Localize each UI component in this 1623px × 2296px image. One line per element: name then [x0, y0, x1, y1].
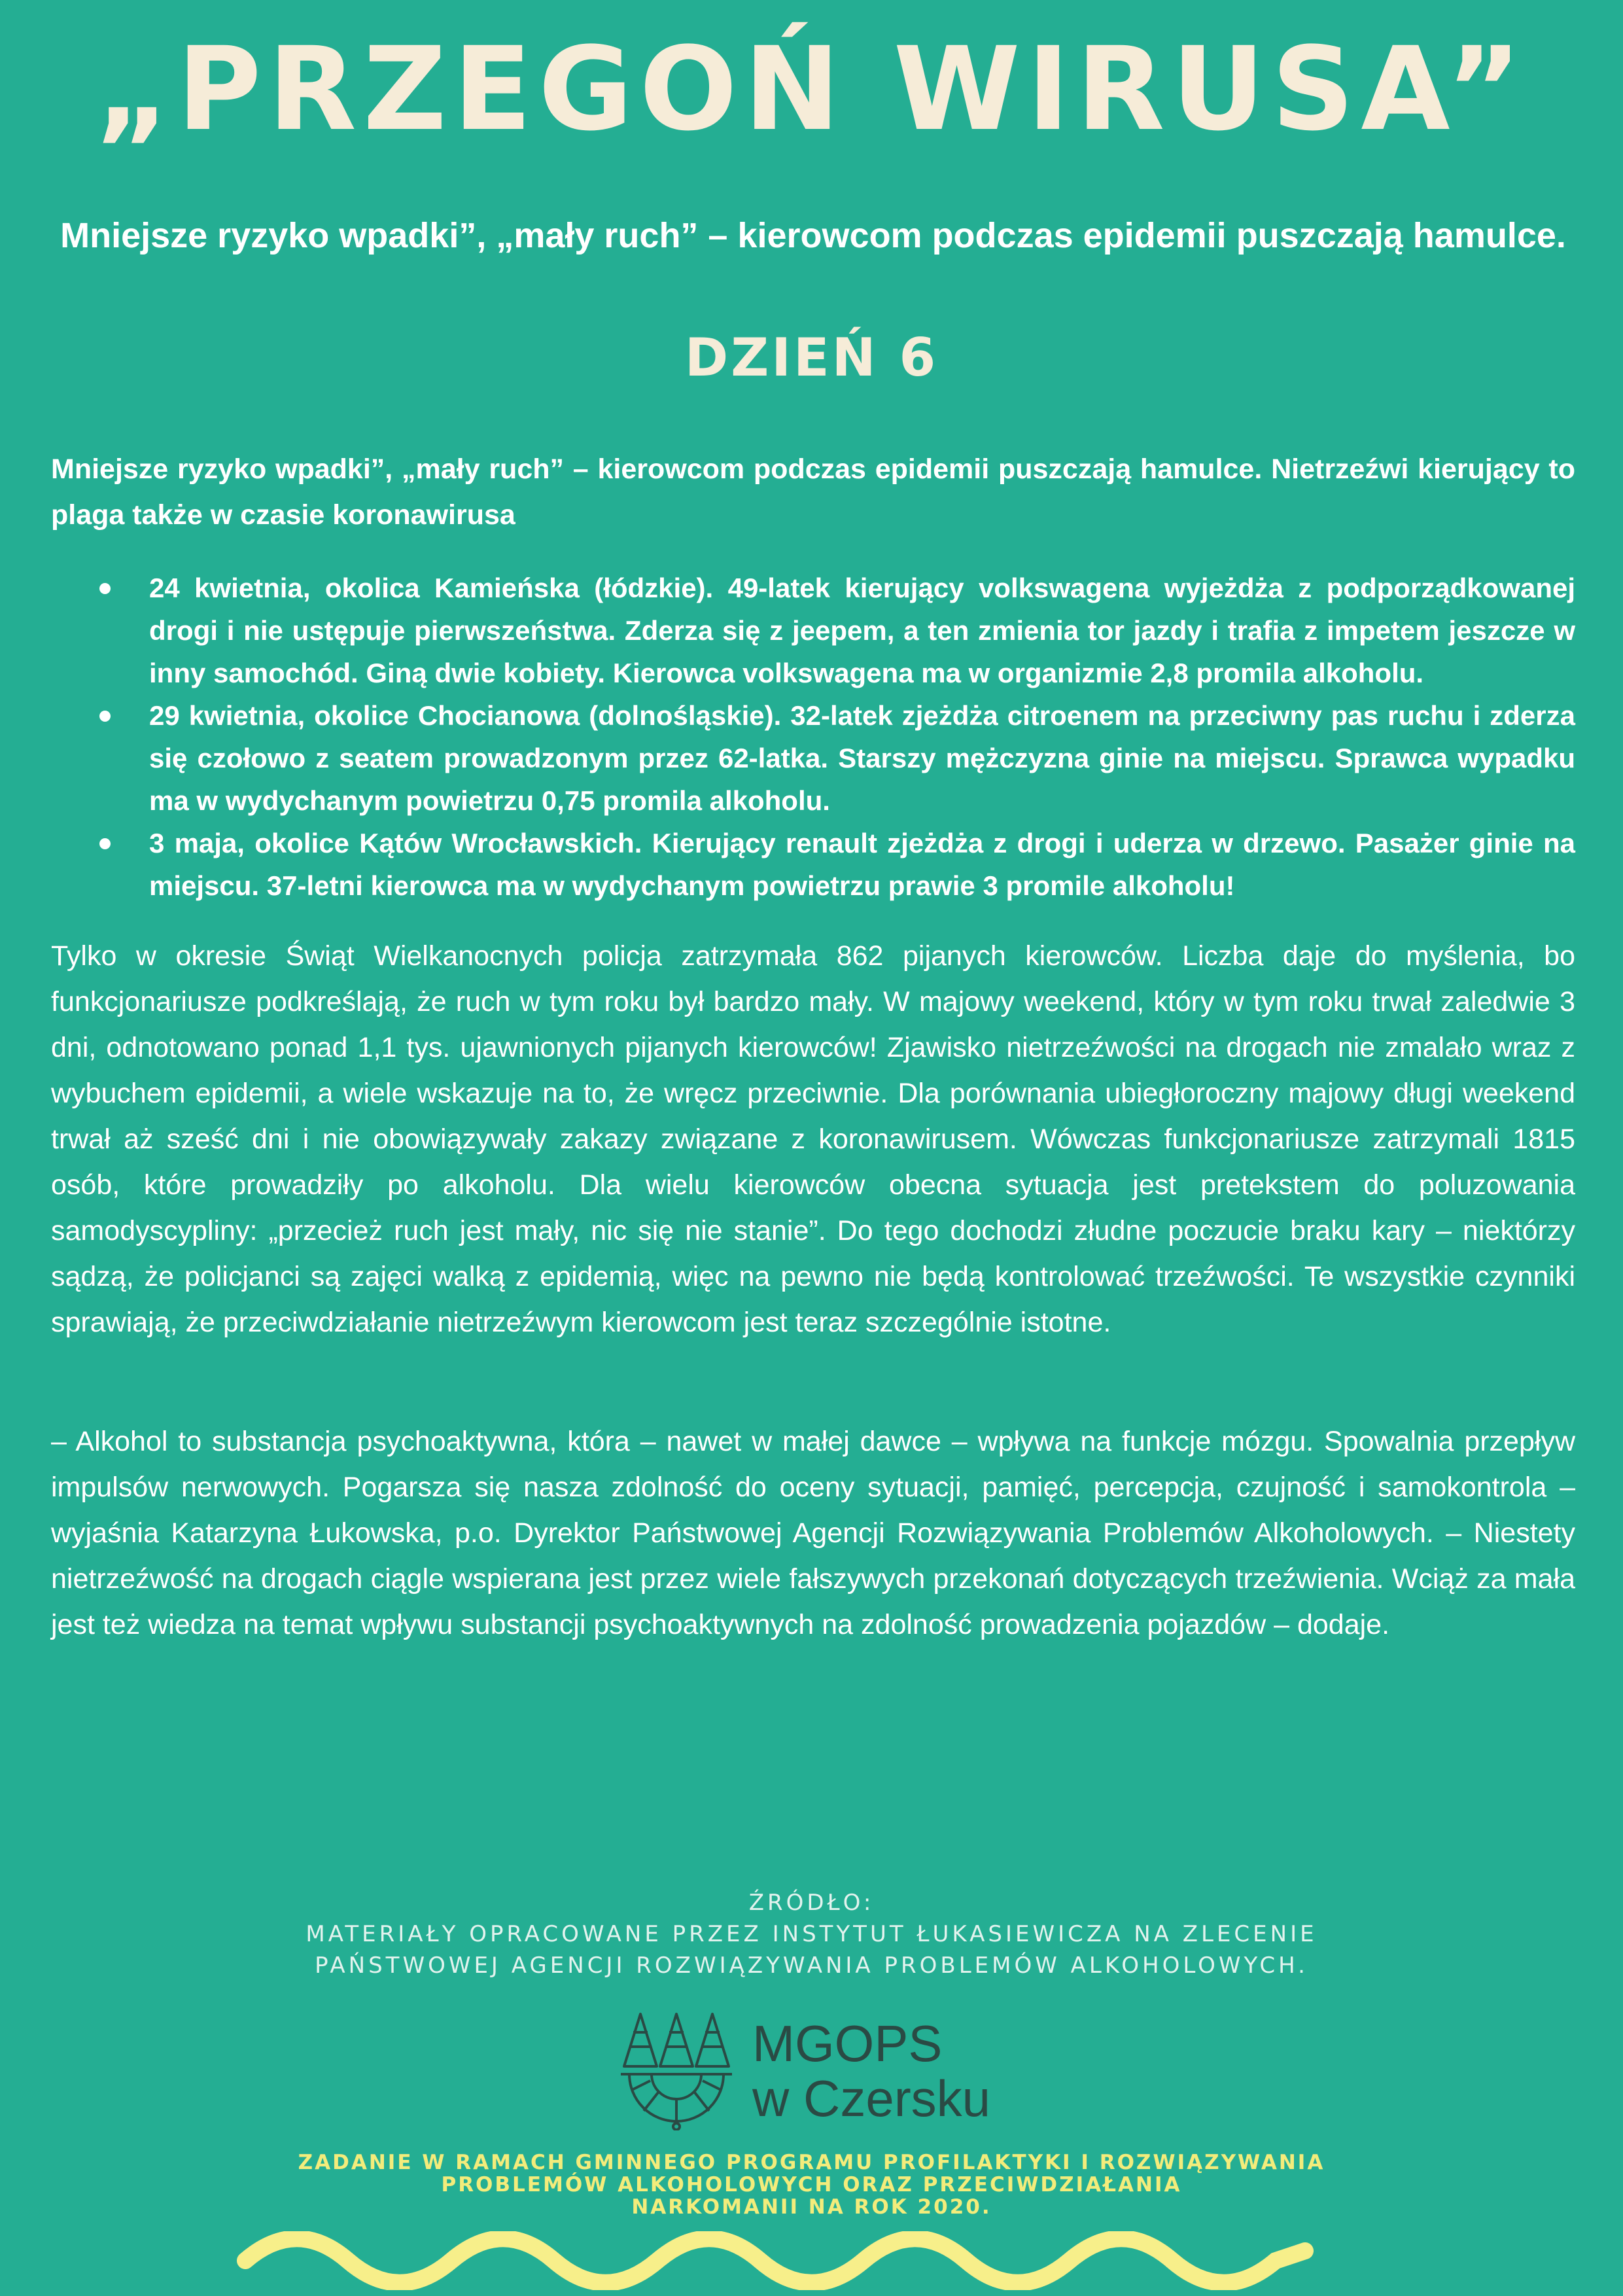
list-item	[51, 822, 1575, 907]
source-line-1: MATERIAŁY OPRACOWANE PRZEZ INSTYTUT ŁUKASIEWICZA NA ZLECENIE	[305, 1921, 1318, 1947]
bullet-icon	[99, 583, 111, 594]
bullet-icon	[99, 711, 111, 722]
list-item-text: 29 kwietnia, okolice Chocianowa (dolnośląskie). 32-latek zjeżdża citroenem na przeciwny pas ruchu i zderza się czołowo z seatem prowadzonym przez 62-latka. Starszy mężczyzna ginie na miejscu. Sprawca wypadku ma w wydychanym powietrzu 0,75 promila alkoholu.	[149, 700, 1575, 816]
source-line-2: PAŃSTWOWEJ AGENCJI ROZWIĄZYWANIA PROBLEMÓW ALKOHOLOWYCH.	[315, 1952, 1308, 1979]
lead-paragraph: Mniejsze ryzyko wpadki”, „mały ruch” – kierowcom podczas epidemii puszczają hamulce. Nietrzeźwi kierujący to plaga także w czasie koronawirusa	[51, 453, 1575, 531]
logo-location: w Czersku	[752, 2070, 991, 2127]
task-line-1: ZADANIE W RAMACH GMINNEGO PROGRAMU PROFILAKTYKI I ROZWIĄZYWANIA	[298, 2151, 1325, 2174]
body-paragraph-statistics: Tylko w okresie Świąt Wielkanocnych policja zatrzymała 862 pijanych kierowców. Liczba daje do myślenia, bo funkcjonariusze podkreślają, że ruch w tym roku był bardzo mały. W majowy weekend, który w tym roku trwał zaledwie 3 dni, odnotowano ponad 1,1 tys. ujawnionych pijanych kierowców! Zjawisko nietrzeźwości na drogach nie zmalało wraz z wybuchem epidemii, a wiele wskazuje na to, że wręcz przeciwnie. Dla porównania ubiegłoroczny majowy długi weekend trwał aż sześć dni i nie obowiązywały zakazy związane z koronawirusem. Wówczas funkcjonariusze zatrzymali 1815 osób, które prowadziły po alkoholu. Dla wielu kierowców obecna sytuacja jest pretekstem do poluzowania samodyscypliny: „przecież ruch jest mały, nic się nie stanie”. Do tego dochodzi złudne poczucie braku kary – niektórzy sądzą, że policjanci są zajęci walką z epidemią, więc na pewno nie będą kontrolować trzeźwości. Te wszystkie czynniki sprawiają, że przeciwdziałanie nietrzeźwym kierowcom jest teraz szczególnie istotne.	[51, 940, 1575, 1338]
list-item-text: 24 kwietnia, okolica Kamieńska (łódzkie). 49-latek kierujący volkswagena wyjeżdża z podporządkowanej drogi i nie ustępuje pierwszeństwa. Zderza się z jeepem, a ten zmienia tor jazdy i trafia z impetem jeszcze w inny samochód. Giną dwie kobiety. Kierowca volkswagena ma w organizmie 2,8 promila alkoholu.	[149, 573, 1575, 688]
day-heading: DZIEŃ 6	[684, 327, 939, 388]
list-item	[51, 694, 1575, 822]
task-line-3: NARKOMANII NA ROK 2020.	[631, 2195, 992, 2219]
task-line-2: PROBLEMÓW ALKOHOLOWYCH ORAZ PRZECIWDZIAŁANIA	[441, 2173, 1182, 2197]
bullet-icon	[99, 838, 111, 849]
source-label: ŹRÓDŁO:	[748, 1890, 875, 1916]
page-title: „PRZEGOŃ WIRUSA”	[94, 22, 1529, 156]
body-paragraph-quote: – Alkohol to substancja psychoaktywna, która – nawet w małej dawce – wpływa na funkcje mózgu. Spowalnia przepływ impulsów nerwowych. Pogarsza się nasza zdolność do oceny sytuacji, pamięć, percepcja, czujność i samokontrola – wyjaśnia Katarzyna Łukowska, p.o. Dyrektor Państwowej Agencji Rozwiązywania Problemów Alkoholowych. – Niestety nietrzeźwość na drogach ciągle wspierana jest przez wiele fałszywych przekonań dotyczących trzeźwienia. Wciąż za mała jest też wiedza na temat wpływu substancji psychoaktywnych na zdolność prowadzenia pojazdów – dodaje.	[51, 1426, 1575, 1640]
incident-list	[51, 567, 1575, 907]
wavy-line-icon	[236, 2231, 1315, 2290]
subtitle: Mniejsze ryzyko wpadki”, „mały ruch” – kierowcom podczas epidemii puszczają hamulce.	[60, 216, 1566, 255]
list-item	[51, 567, 1575, 694]
list-item-text: 3 maja, okolice Kątów Wrocławskich. Kierujący renault zjeżdża z drogi i uderza w drzewo. Pasażer ginie na miejscu. 37-letni kierowca ma w wydychanym powietrzu prawie 3 promile alkoholu!	[149, 828, 1575, 901]
logo-name: MGOPS	[752, 2015, 943, 2072]
